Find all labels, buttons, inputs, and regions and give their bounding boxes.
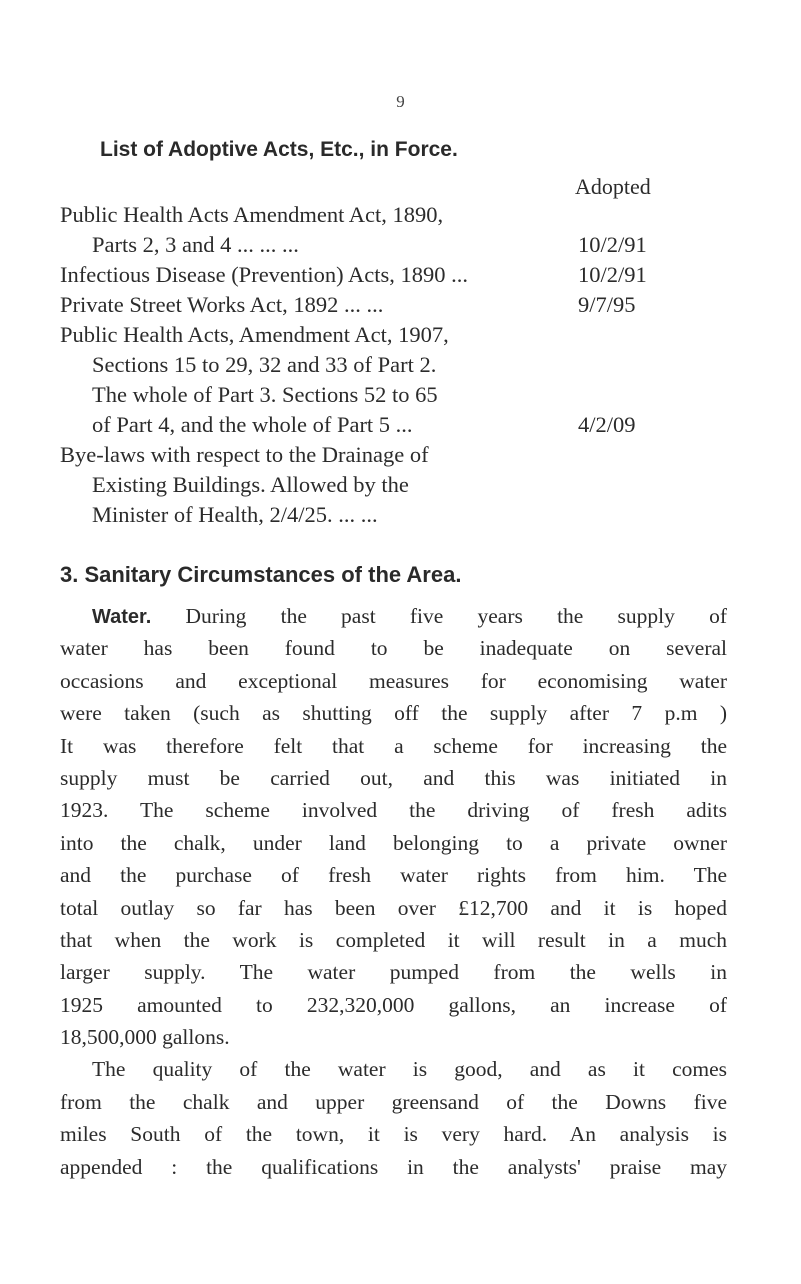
act-line: Minister of Health, 2/4/25. ... ... <box>92 502 378 527</box>
adopted-column-header: Adopted <box>575 174 651 199</box>
act-line: Infectious Disease (Prevention) Acts, 1890 ... <box>60 262 469 287</box>
act-line: Public Health Acts, Amendment Act, 1907, <box>60 322 449 347</box>
paragraph-line: It was therefore felt that a scheme for increasing the <box>60 733 727 758</box>
paragraph-line: The quality of the water is good, and as it comes <box>92 1057 727 1082</box>
adopted-date: 10/2/91 <box>578 262 647 287</box>
paragraph-line: 18,500,000 gallons. <box>60 1025 230 1050</box>
water-paragraph <box>60 600 727 1183</box>
adopted-date: 10/2/91 <box>578 232 647 257</box>
paragraph-line: and the purchase of fresh water rights from him. The <box>60 863 727 888</box>
paragraph-line: were taken (such as shutting off the supply after 7 p.m ) <box>60 701 727 726</box>
section-heading: 3. Sanitary Circumstances of the Area. <box>60 562 462 587</box>
paragraph-line: larger supply. The water pumped from the wells in <box>60 960 727 985</box>
adopted-date: 4/2/09 <box>578 412 636 437</box>
paragraph-line: total outlay so far has been over £12,700 and it is hoped <box>60 895 727 920</box>
paragraph-line: supply must be carried out, and this was initiated in <box>60 765 727 790</box>
water-lead: Water. <box>92 606 152 628</box>
page-number: 9 <box>396 92 405 111</box>
paragraph-line: from the chalk and upper greensand of the Downs five <box>60 1089 727 1114</box>
paragraph-line: water has been found to be inadequate on several <box>60 636 727 661</box>
act-line: Public Health Acts Amendment Act, 1890, <box>60 202 444 227</box>
act-line: Bye-laws with respect to the Drainage of <box>60 442 429 467</box>
list-title: List of Adoptive Acts, Etc., in Force. <box>100 138 458 161</box>
act-line: of Part 4, and the whole of Part 5 ... <box>92 412 413 437</box>
paragraph-line: miles South of the town, it is very hard. An analysis is <box>60 1122 727 1147</box>
paragraph-line: into the chalk, under land belonging to a private owner <box>60 830 727 855</box>
paragraph-line: 1923. The scheme involved the driving of fresh adits <box>60 798 727 823</box>
paragraph-line: that when the work is completed it will result in a much <box>60 927 727 952</box>
act-line: The whole of Part 3. Sections 52 to 65 <box>92 382 438 407</box>
act-line: Private Street Works Act, 1892 ... ... <box>60 292 384 317</box>
paragraph-line: 1925 amounted to 232,320,000 gallons, an increase of <box>60 992 727 1017</box>
paragraph-line: appended : the qualifications in the analysts' praise may <box>60 1154 727 1179</box>
paragraph-line: Water. During the past five years the supply of <box>92 604 727 628</box>
act-line: Existing Buildings. Allowed by the <box>92 472 409 497</box>
act-line: Parts 2, 3 and 4 ... ... ... <box>92 232 299 257</box>
act-line: Sections 15 to 29, 32 and 33 of Part 2. <box>92 352 437 377</box>
adopted-date: 9/7/95 <box>578 292 636 317</box>
paragraph-line: occasions and exceptional measures for economising water <box>60 668 727 693</box>
